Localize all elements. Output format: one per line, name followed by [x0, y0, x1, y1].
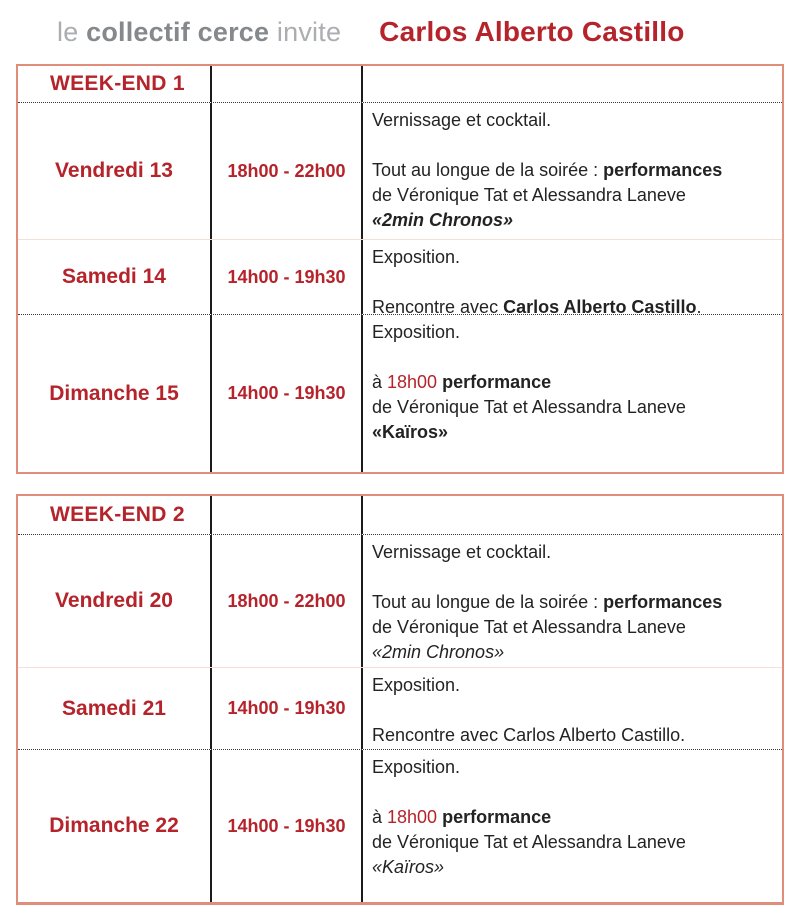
- day-cell: [18, 750, 212, 902]
- time-cell: [212, 103, 363, 239]
- collective-name: collectif cerce: [86, 17, 270, 47]
- day-label: Vendredi 13: [55, 159, 173, 182]
- description-cell: Exposition. à 18h00 performance de Véronique Tat et Alessandra Laneve «Kaïros»: [372, 757, 686, 877]
- empty-cell: [212, 66, 363, 102]
- weekend-1-saturday-row: [18, 240, 782, 315]
- page-header: [0, 0, 800, 48]
- weekend-1-friday-row: [18, 103, 782, 240]
- weekend-2-title-cell: [18, 496, 212, 534]
- weekend-2-saturday-row: [18, 668, 782, 750]
- weekend-1-table: [16, 64, 784, 474]
- time-label: 14h00 - 19h30: [227, 383, 346, 403]
- weekend-1-sunday-row: [18, 315, 782, 472]
- description-cell: Exposition. Rencontre avec Carlos Alberto Castillo.: [372, 247, 702, 314]
- day-label: Samedi 14: [62, 265, 166, 288]
- weekend-2-table: [16, 494, 784, 905]
- time-label: 14h00 - 19h30: [227, 815, 346, 836]
- description-cell: Vernissage et cocktail. Tout au longue de la soirée : performances de Véronique Tat et Alessandra Laneve «2min Chronos»: [372, 542, 723, 662]
- empty-cell: [212, 496, 363, 534]
- day-cell: [18, 535, 212, 667]
- day-cell: [18, 103, 212, 239]
- invite-text: [57, 17, 341, 48]
- day-cell: [18, 240, 212, 314]
- time-cell: [212, 750, 363, 902]
- weekend-1-title: WEEK-END 1: [50, 72, 185, 95]
- time-label: 18h00 - 22h00: [227, 160, 346, 181]
- time-label: 14h00 - 19h30: [227, 266, 346, 287]
- time-cell: [212, 535, 363, 667]
- weekend-2-header-row: [18, 496, 782, 535]
- description-cell: Vernissage et cocktail. Tout au longue de la soirée : performances de Véronique Tat et Alessandra Laneve «2min Chronos»: [372, 110, 723, 230]
- day-label: Samedi 21: [62, 696, 166, 720]
- invite-pre: le: [57, 17, 87, 47]
- weekend-1-title-cell: [18, 66, 212, 102]
- time-label: 18h00 - 22h00: [227, 590, 346, 611]
- empty-cell: [363, 66, 782, 102]
- weekend-2-friday-row: [18, 535, 782, 668]
- weekend-1-header-row: [18, 66, 782, 103]
- time-cell: [212, 668, 363, 749]
- artist-name: Carlos Alberto Castillo: [379, 16, 685, 47]
- time-cell: [212, 315, 363, 472]
- description-cell: Exposition. à 18h00 performance de Véronique Tat et Alessandra Laneve «Kaïros»: [372, 322, 686, 442]
- weekend-2-title: WEEK-END 2: [50, 503, 185, 526]
- time-cell: [212, 240, 363, 314]
- day-label: Vendredi 20: [55, 589, 173, 612]
- day-cell: [18, 315, 212, 472]
- day-label: Dimanche 15: [49, 381, 179, 405]
- weekend-2-sunday-row: [18, 750, 782, 902]
- time-label: 14h00 - 19h30: [227, 698, 346, 718]
- invite-post: invite: [269, 17, 342, 47]
- description-cell: Exposition. Rencontre avec Carlos Alberto Castillo.: [372, 675, 686, 745]
- empty-cell: [363, 496, 782, 534]
- day-label: Dimanche 22: [49, 814, 179, 837]
- day-cell: [18, 668, 212, 749]
